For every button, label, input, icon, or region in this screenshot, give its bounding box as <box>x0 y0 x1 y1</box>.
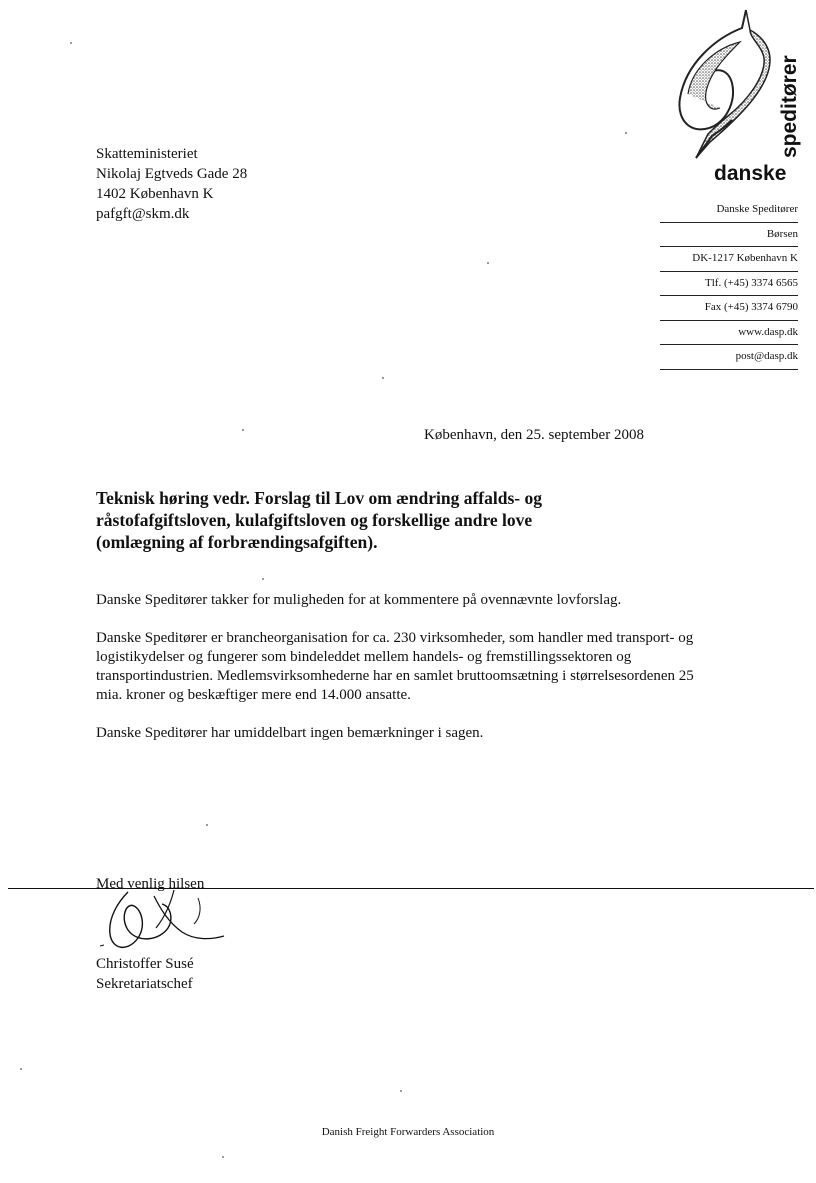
body-paragraph-1: Danske Speditører takker for muligheden for at kommentere på ovennævnte lovforslag. <box>96 592 622 608</box>
closing-salutation: Med venlig hilsen <box>96 876 205 892</box>
recipient-email: pafgft@skm.dk <box>96 206 190 222</box>
sender-name: Danske Speditører <box>660 198 798 223</box>
signer-block <box>96 954 194 994</box>
signer-name: Christoffer Susé <box>96 956 194 972</box>
subject-line-3: (omlægning af forbrændingsafgiften). <box>96 532 378 552</box>
handwritten-signature <box>98 888 238 958</box>
recipient-address <box>96 144 247 224</box>
letter-subject <box>96 487 656 553</box>
subject-line-2: råstofafgiftsloven, kulafgiftsloven og forskellige andre love <box>96 510 533 530</box>
body-paragraph-3: Danske Speditører har umiddelbart ingen bemærkninger i sagen. <box>96 725 484 741</box>
recipient-city: 1402 København K <box>96 186 214 202</box>
scan-speck <box>242 429 244 431</box>
letter-body <box>96 591 696 762</box>
scan-speck <box>206 824 208 826</box>
signer-title: Sekretariatschef <box>96 976 193 992</box>
sender-email: post@dasp.dk <box>660 345 798 370</box>
logo-word-speditorer: speditører <box>778 55 801 158</box>
sender-phone: Tlf. (+45) 3374 6565 <box>660 272 798 297</box>
sender-web: www.dasp.dk <box>660 321 798 346</box>
scan-speck <box>400 1090 402 1092</box>
recipient-name: Skatteministeriet <box>96 146 198 162</box>
scan-speck <box>487 262 489 264</box>
sender-building: Børsen <box>660 223 798 248</box>
scan-speck <box>20 1068 22 1070</box>
scan-speck <box>382 377 384 379</box>
recipient-street: Nikolaj Egtveds Gade 28 <box>96 166 248 182</box>
danske-speditorer-logo <box>666 8 806 188</box>
body-paragraph-2: Danske Speditører er brancheorganisation for ca. 230 virksomheder, som handler med transport- og logistikydelser og fungerer som bindeleddet mellem handels- og fremstillingssektoren og transportindustrien. Medlemsvirksomhederne har en samlet bruttoomsætning i størrelsesordenen 25 mia. kroner og beskæftiger mere end 14.000 ansatte. <box>96 630 694 703</box>
scan-speck <box>625 132 627 134</box>
subject-line-1: Teknisk høring vedr. Forslag til Lov om ændring affalds- og <box>96 488 542 508</box>
logo-word-danske: danske <box>714 162 787 185</box>
letter-date: København, den 25. september 2008 <box>424 427 644 443</box>
scan-speck <box>222 1156 224 1158</box>
sender-contact-block <box>660 198 798 370</box>
footer-organisation: Danish Freight Forwarders Association <box>321 1126 495 1138</box>
sender-city: DK-1217 København K <box>660 247 798 272</box>
scan-speck <box>262 578 264 580</box>
sender-fax: Fax (+45) 3374 6790 <box>660 296 798 321</box>
scan-speck <box>70 42 72 44</box>
logo-emblem <box>679 10 770 158</box>
